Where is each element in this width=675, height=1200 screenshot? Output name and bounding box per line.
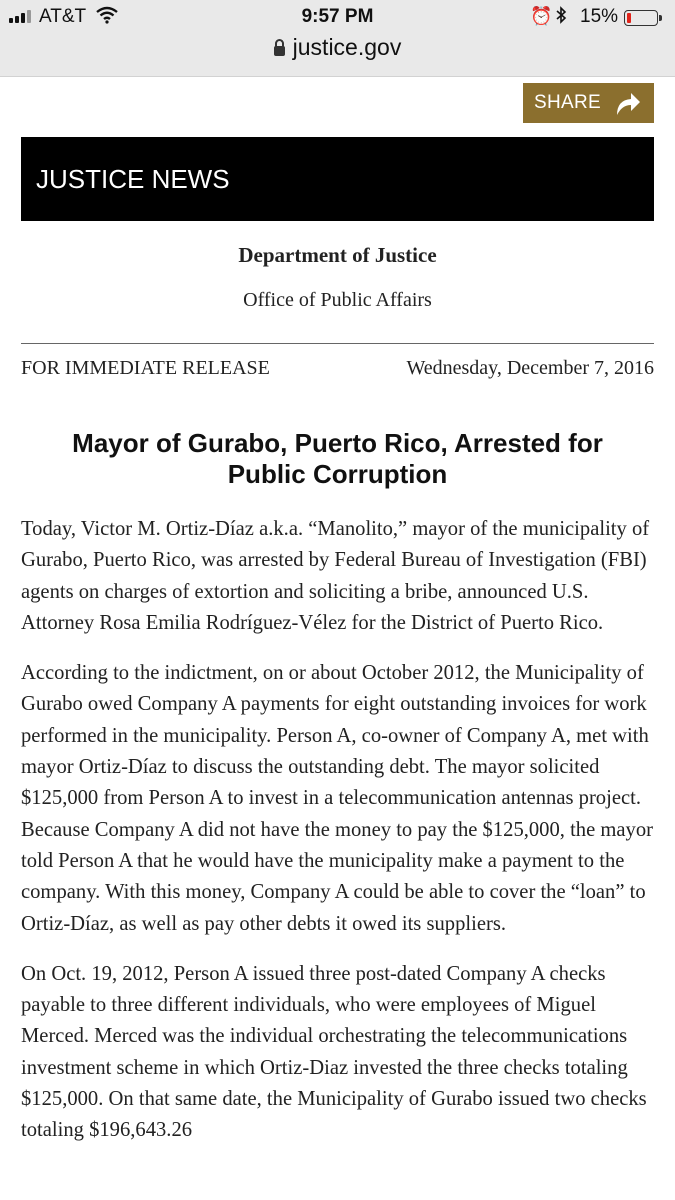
divider — [21, 343, 654, 344]
justice-news-banner — [21, 137, 654, 221]
status-bar — [0, 6, 675, 30]
clock: 9:57 PM — [301, 6, 374, 27]
battery-icon — [624, 10, 658, 26]
alarm-icon: ⏰ — [530, 6, 553, 26]
article-body — [21, 514, 661, 1166]
carrier-label: AT&T — [39, 6, 87, 27]
office-name: Office of Public Affairs — [243, 289, 432, 311]
address-bar[interactable] — [0, 34, 675, 61]
url-text: justice.gov — [292, 34, 402, 60]
article-paragraph: Today, Victor M. Ortiz-Díaz a.k.a. “Manolito,” mayor of the municipality of Gurabo, Puerto Rico, was arrested by Federal Bureau of Investigation (FBI) agents on charges of extortion and soliciting a bribe, announced U.S. Attorney Rosa Emilia Rodríguez-Vélez for the District of Puerto Rico. — [21, 518, 650, 634]
battery-percent: 15% — [580, 6, 619, 27]
battery-fill — [627, 13, 631, 23]
share-button[interactable] — [523, 83, 654, 123]
article-paragraph: According to the indictment, on or about October 2012, the Municipality of Gurabo owed Company A payments for eight outstanding invoices for work performed in the municipality. Person A, co-owner of Company A, met with mayor Ortiz-Díaz to discuss the outstanding debt. The mayor solicited $125,000 from Person A to invest in a telecommunication antennas project. Because Company A did not have the money to pay the $125,000, the mayor told Person A that he would have the municipality make a payment to the company. With this money, Company A could be able to cover the “loan” to Ortiz-Díaz, as well as pay other debts it owed its suppliers. — [21, 662, 653, 935]
lock-icon — [274, 46, 285, 56]
share-arrow-icon — [612, 88, 642, 118]
bluetooth-icon — [555, 6, 567, 29]
share-label: SHARE — [534, 92, 601, 113]
release-date: Wednesday, December 7, 2016 — [406, 357, 654, 379]
article-paragraph: On Oct. 19, 2012, Person A issued three post-dated Company A checks payable to three different individuals, who were employees of Miguel Merced. Merced was the individual orchestrating the telecommunications investment scheme in which Ortiz-Diaz invested the three checks totaling $125,000. On that same date, the Municipality of Gurabo issued two checks totaling $196,643.26 — [21, 962, 647, 1142]
release-label: FOR IMMEDIATE RELEASE — [21, 357, 270, 379]
article-title: Mayor of Gurabo, Puerto Rico, Arrested for Public Corruption — [72, 428, 603, 489]
department-name: Department of Justice — [238, 243, 437, 267]
browser-chrome — [0, 0, 675, 77]
banner-title: JUSTICE NEWS — [36, 164, 230, 194]
